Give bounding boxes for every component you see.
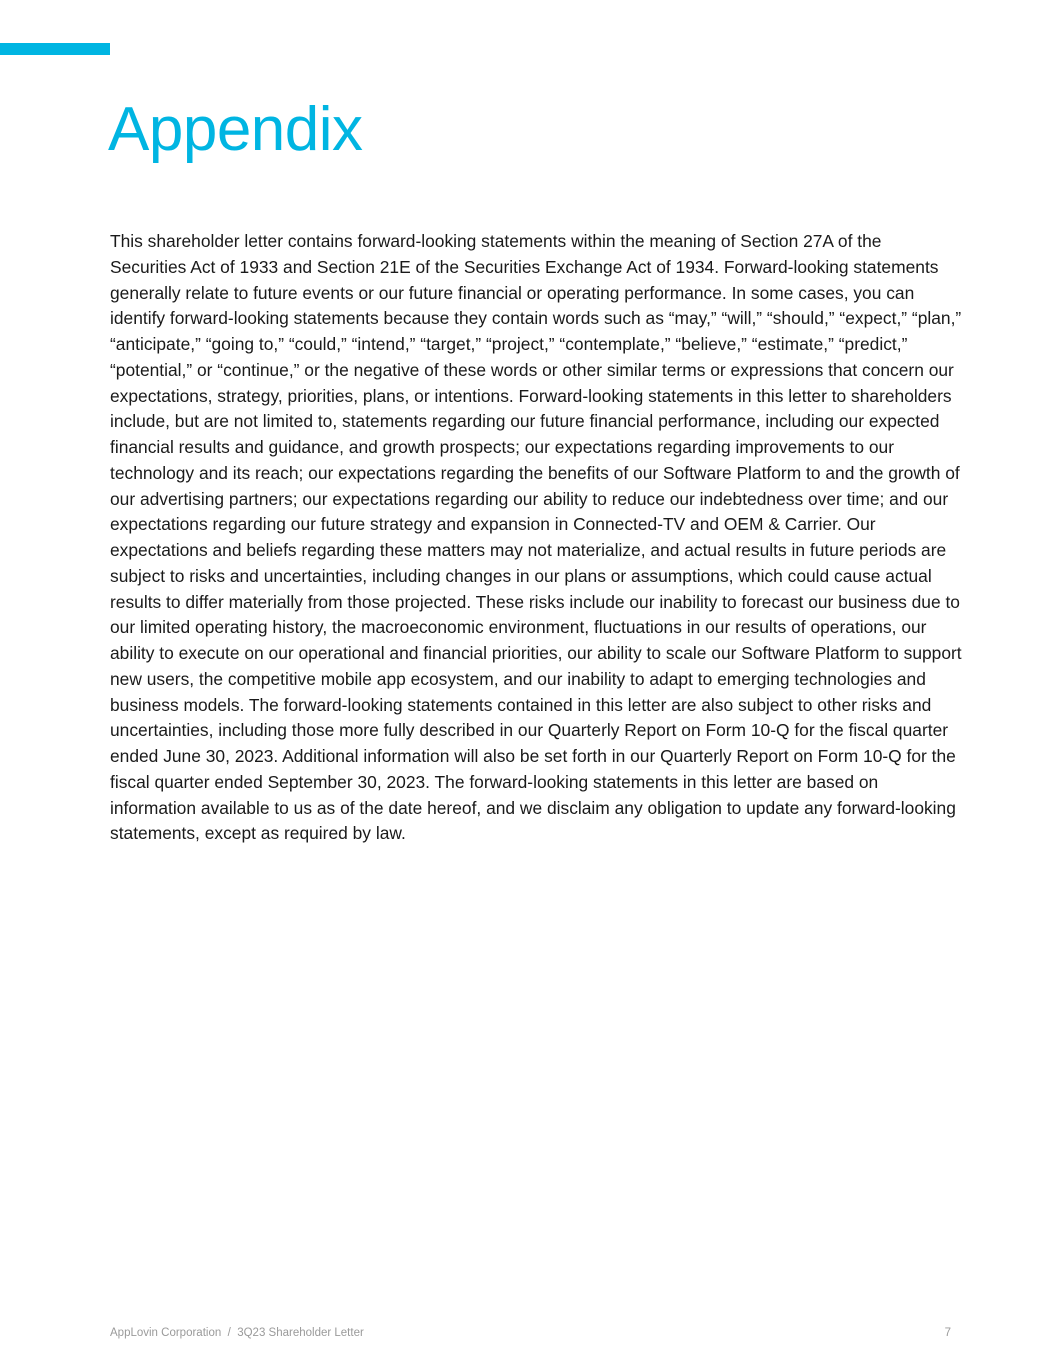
page-number: 7 <box>944 1327 951 1339</box>
forward-looking-statements-paragraph: This shareholder letter contains forward-looking statements within the meaning of Section 27A of the Securities Act of 1933 and Section 21E of the Securities Exchange Act of 1934. Forward-looking statements generally relate to future events or our future financial or operating performance. In some cases, you can identify forward-looking statements because they contain words such as “may,” “will,” “should,” “expect,” “plan,” “anticipate,” “going to,” “could,” “intend,” “target,” “project,” “contemplate,” “believe,” “estimate,” “predict,” “potential,” or “continue,” or the negative of these words or other similar terms or expressions that concern our expectations, strategy, priorities, plans, or intentions. Forward-looking statements in this letter to shareholders include, but are not limited to, statements regarding our future financial performance, including our expected financial results and guidance, and growth prospects; our expectations regarding improvements to our technology and its reach; our expectations regarding the benefits of our Software Platform to and the growth of our advertising partners; our expectations regarding our ability to reduce our indebtedness over time; and our expectations regarding our future strategy and expansion in Connected-TV and OEM & Carrier. Our expectations and beliefs regarding these matters may not materialize, and actual results in future periods are subject to risks and uncertainties, including changes in our plans or assumptions, which could cause actual results to differ materially from those projected. These risks include our inability to forecast our business due to our limited operating history, the macroeconomic environment, fluctuations in our results of operations, our ability to execute on our operational and financial priorities, our ability to scale our Software Platform to support new users, the competitive mobile app ecosystem, and our inability to adapt to emerging technologies and business models. The forward-looking statements contained in this letter are also subject to other risks and uncertainties, including those more fully described in our Quarterly Report on Form 10-Q for the fiscal quarter ended June 30, 2023. Additional information will also be set forth in our Quarterly Report on Form 10-Q for the fiscal quarter ended September 30, 2023. The forward-looking statements in this letter are based on information available to us as of the date hereof, and we disclaim any obligation to update any forward-looking statements, except as required by law. <box>110 231 962 844</box>
page-title: Appendix <box>108 95 363 164</box>
page-footer <box>110 1327 951 1339</box>
footer-document-label: AppLovin Corporation / 3Q23 Shareholder Letter <box>110 1327 364 1339</box>
accent-bar <box>0 43 110 55</box>
